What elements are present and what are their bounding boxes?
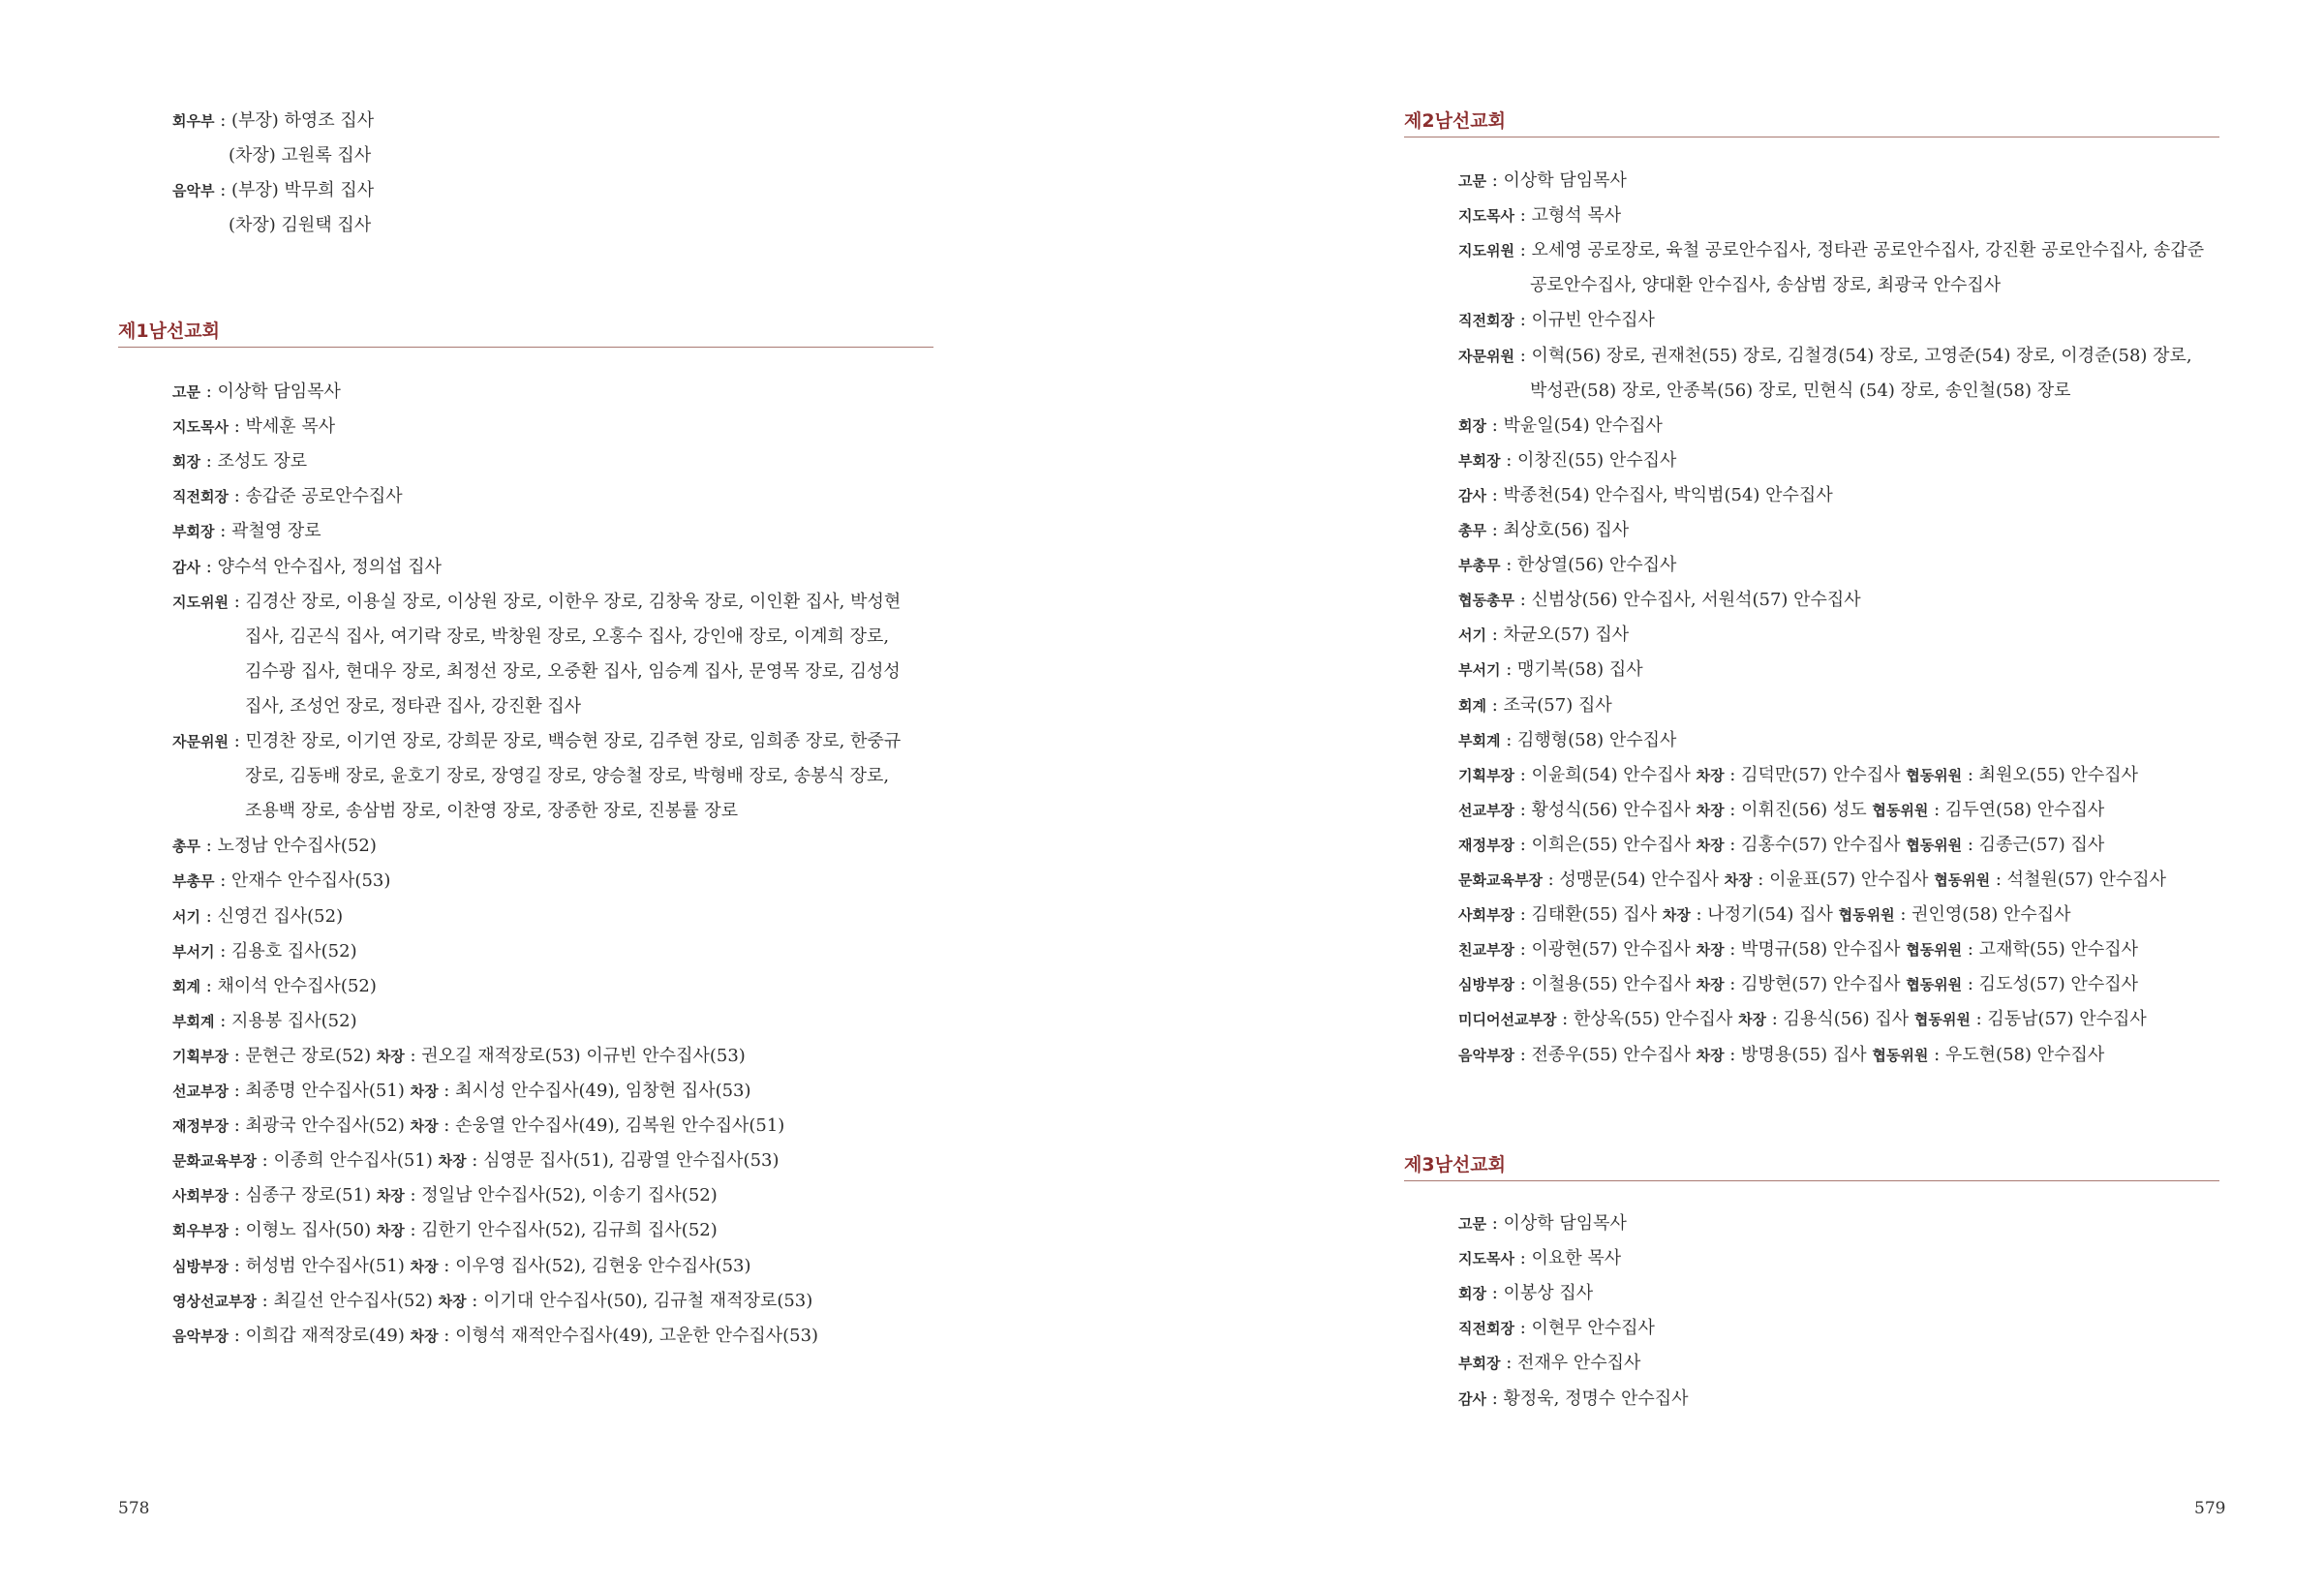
entry-label: 차장 bbox=[1724, 871, 1753, 889]
entry-label: 총무 bbox=[1458, 522, 1486, 539]
entry-text: : 송갑준 공로안수집사 bbox=[228, 486, 403, 507]
entry-line bbox=[172, 381, 341, 404]
entry-text: : 최광국 안수집사(52) bbox=[228, 1115, 411, 1137]
entry-text: : 이희갑 재적장로(49) bbox=[228, 1325, 411, 1346]
entry-label: 차장 bbox=[1696, 1046, 1725, 1064]
entry-line bbox=[172, 975, 377, 998]
entry-text: : 이우영 집사(52), 김현웅 안수집사(53) bbox=[438, 1255, 751, 1276]
entry-line bbox=[172, 485, 403, 508]
entry-label: 서기 bbox=[1458, 626, 1486, 645]
entry-label: 지도위원 bbox=[172, 593, 229, 611]
entry-text: : 민경찬 장로, 이기연 장로, 강희문 장로, 백승현 장로, 김주현 장로, 임희종 장로, 한중규 bbox=[228, 731, 902, 751]
right-page bbox=[1162, 0, 2324, 1587]
entry-label: 협동위원 bbox=[1906, 976, 1963, 994]
page-number-right: 579 bbox=[2194, 1499, 2226, 1518]
section-rule-1 bbox=[118, 347, 933, 348]
entry-line bbox=[1458, 799, 2104, 822]
entry-text: : 박종천(54) 안수집사, 박익범(54) 안수집사 bbox=[1485, 484, 1833, 505]
entry-line bbox=[1458, 345, 2192, 368]
entry-label: 협동위원 bbox=[1838, 906, 1895, 925]
entry-label: 회계 bbox=[172, 977, 200, 995]
entry-line bbox=[172, 1010, 357, 1033]
entry-text: : 이상학 담임목사 bbox=[1485, 1213, 1627, 1234]
entry-line bbox=[1458, 239, 2204, 262]
entry-label: 서기 bbox=[172, 907, 200, 926]
entry-label: 회계 bbox=[1458, 696, 1486, 715]
entry-label: 영상선교부장 bbox=[172, 1292, 257, 1310]
entry-label: 부총무 bbox=[1458, 557, 1501, 575]
entry-label: 차장 bbox=[1696, 836, 1725, 854]
entry-label: 직전회장 bbox=[1458, 1320, 1514, 1338]
entry-label: 차장 bbox=[410, 1257, 439, 1275]
entry-text: : 김홍수(57) 안수집사 bbox=[1724, 834, 1907, 855]
entry-text: : 이휘진(56) 성도 bbox=[1724, 799, 1873, 820]
entry-text: : 성맹문(54) 안수집사 bbox=[1542, 870, 1725, 890]
entry-line bbox=[245, 695, 581, 718]
entry-text: : 이혁(56) 장로, 권재천(55) 장로, 김철경(54) 장로, 고영준(54) 장로, 이경준(58) 장로, bbox=[1514, 345, 2192, 366]
entry-line bbox=[1458, 658, 1643, 682]
entry-text: : 이창진(55) 안수집사 bbox=[1500, 449, 1677, 471]
entry-label: 기획부장 bbox=[1458, 766, 1514, 784]
entry-line bbox=[1530, 274, 2001, 297]
entry-text: : (부장) 하영조 집사 bbox=[214, 110, 375, 131]
entry-line bbox=[172, 1045, 746, 1068]
entry-text: : 심종구 장로(51) bbox=[228, 1185, 377, 1206]
entry-label: 고문 bbox=[1458, 1215, 1486, 1233]
page-number-left: 578 bbox=[118, 1499, 150, 1518]
entry-line bbox=[1458, 1212, 1627, 1236]
entry-label: 지도목사 bbox=[172, 418, 229, 437]
entry-text: : 우도현(58) 안수집사 bbox=[1928, 1044, 2105, 1065]
section-title-1: 제1남선교회 bbox=[118, 320, 220, 342]
entry-line bbox=[172, 179, 374, 202]
entry-label: 재정부장 bbox=[172, 1117, 229, 1136]
entry-text: : 권인영(58) 안수집사 bbox=[1894, 904, 2071, 926]
entry-text: : 김경산 장로, 이용실 장로, 이상원 장로, 이한우 장로, 김창욱 장로, 이인환 집사, 박성현 bbox=[228, 591, 902, 612]
entry-label: 감사 bbox=[1458, 1389, 1486, 1408]
entry-label: 차장 bbox=[438, 1152, 467, 1171]
entry-label: 재정부장 bbox=[1458, 836, 1514, 854]
entry-label: 음악부장 bbox=[172, 1327, 229, 1345]
entry-line bbox=[172, 1080, 751, 1103]
entry-text: : 이형노 집사(50) bbox=[228, 1220, 377, 1241]
entry-text: : 김도성(57) 안수집사 bbox=[1962, 974, 2139, 995]
entry-line bbox=[1458, 519, 1629, 542]
entry-line bbox=[1530, 380, 2071, 403]
entry-label: 차장 bbox=[1696, 766, 1725, 784]
entry-text: : 김행형(58) 안수집사 bbox=[1500, 729, 1677, 750]
entry-text: : 전종우(55) 안수집사 bbox=[1514, 1044, 1697, 1065]
entry-label: 차장 bbox=[376, 1187, 405, 1206]
entry-label: 음악부 bbox=[172, 182, 215, 199]
entry-line bbox=[245, 626, 889, 649]
entry-text: : 한상옥(55) 안수집사 bbox=[1556, 1009, 1739, 1030]
entry-text: : 김덕만(57) 안수집사 bbox=[1724, 764, 1907, 785]
entry-text: : 손웅열 안수집사(49), 김복원 안수집사(51) bbox=[438, 1115, 785, 1137]
entry-text: : 조국(57) 집사 bbox=[1485, 694, 1612, 716]
entry-text: : 안재수 안수집사(53) bbox=[214, 870, 391, 892]
entry-line bbox=[1458, 309, 1655, 332]
entry-line bbox=[245, 765, 889, 788]
entry-text: 박성관(58) 장로, 안종복(56) 장로, 민현식 (54) 장로, 송인철(58) 장로 bbox=[1530, 380, 2071, 401]
entry-label: 협동위원 bbox=[1934, 871, 1991, 889]
entry-line bbox=[172, 1255, 751, 1278]
entry-line bbox=[1458, 589, 1861, 612]
entry-text: : 황정욱, 정명수 안수집사 bbox=[1485, 1388, 1689, 1409]
entry-line bbox=[1458, 204, 1621, 228]
entry-text: : 이요한 목사 bbox=[1514, 1248, 1622, 1269]
entry-label: 감사 bbox=[172, 558, 200, 576]
entry-text: : 박윤일(54) 안수집사 bbox=[1485, 414, 1663, 436]
entry-text: : 석철원(57) 안수집사 bbox=[1990, 870, 2167, 890]
entry-text: : 이규빈 안수집사 bbox=[1514, 310, 1655, 331]
entry-text: : 이윤희(54) 안수집사 bbox=[1514, 764, 1697, 785]
entry-line bbox=[245, 800, 738, 823]
entry-label: 회우부 bbox=[172, 112, 215, 130]
entry-label: 협동위원 bbox=[1913, 1011, 1971, 1029]
entry-label: 협동위원 bbox=[1906, 836, 1963, 854]
entry-label: 차장 bbox=[410, 1327, 439, 1345]
entry-text: : 곽철영 장로 bbox=[214, 521, 321, 542]
entry-label: 차장 bbox=[1662, 906, 1691, 925]
entry-line bbox=[1458, 764, 2138, 787]
entry-line bbox=[1458, 414, 1663, 438]
entry-label: 부회장 bbox=[172, 523, 215, 541]
entry-text: : 김두연(58) 안수집사 bbox=[1928, 799, 2105, 820]
section-title-2: 제2남선교회 bbox=[1404, 110, 1506, 132]
entry-label: 자문위원 bbox=[1458, 347, 1514, 365]
entry-text: : 최상호(56) 집사 bbox=[1485, 520, 1630, 540]
entry-label: 부회계 bbox=[1458, 731, 1501, 749]
entry-text: : 김용식(56) 집사 bbox=[1766, 1009, 1914, 1030]
entry-line bbox=[172, 905, 343, 929]
entry-label: 심방부장 bbox=[1458, 976, 1514, 994]
entry-text: : 차균오(57) 집사 bbox=[1485, 625, 1630, 646]
entry-label: 친교부장 bbox=[1458, 941, 1514, 960]
entry-line bbox=[172, 109, 374, 133]
entry-line bbox=[172, 520, 321, 543]
entry-line bbox=[172, 835, 377, 858]
entry-label: 회우부장 bbox=[172, 1222, 229, 1240]
entry-line bbox=[1458, 694, 1612, 717]
entry-label: 고문 bbox=[1458, 172, 1486, 190]
entry-text: : 이형석 재적안수집사(49), 고운한 안수집사(53) bbox=[438, 1325, 819, 1346]
entry-label: 부서기 bbox=[1458, 661, 1501, 680]
entry-label: 지도목사 bbox=[1458, 207, 1514, 226]
entry-line bbox=[1458, 938, 2138, 961]
entry-label: 회장 bbox=[172, 453, 200, 472]
entry-text: 김수광 집사, 현대우 장로, 최정선 장로, 오중환 집사, 임승계 집사, 문영목 장로, 김성성 bbox=[245, 660, 901, 682]
entry-text: : 맹기복(58) 집사 bbox=[1500, 659, 1643, 681]
entry-text: : 박세훈 목사 bbox=[228, 416, 336, 438]
entry-label: 심방부장 bbox=[172, 1257, 229, 1275]
entry-text: : 김한기 안수집사(52), 김규희 집사(52) bbox=[404, 1220, 718, 1241]
entry-line bbox=[1458, 169, 1627, 193]
entry-label: 선교부장 bbox=[172, 1083, 229, 1100]
entry-line bbox=[229, 214, 371, 237]
entry-text: : 이희은(55) 안수집사 bbox=[1514, 834, 1697, 855]
entry-label: 지도위원 bbox=[1458, 242, 1514, 260]
entry-label: 회장 bbox=[1458, 416, 1486, 435]
entry-text: 조용백 장로, 송삼범 장로, 이찬영 장로, 장종한 장로, 진봉률 장로 bbox=[245, 801, 739, 822]
section-title-3: 제3남선교회 bbox=[1404, 1154, 1506, 1175]
entry-text: : 지용봉 집사(52) bbox=[214, 1010, 357, 1031]
entry-line bbox=[245, 660, 901, 684]
entry-label: 차장 bbox=[1696, 941, 1725, 960]
entry-label: 음악부장 bbox=[1458, 1046, 1514, 1064]
entry-text: 공로안수집사, 양대환 안수집사, 송삼범 장로, 최광국 안수집사 bbox=[1530, 275, 2002, 296]
entry-line bbox=[1458, 834, 2104, 857]
entry-line bbox=[172, 556, 442, 579]
entry-label: 선교부장 bbox=[1458, 801, 1514, 819]
entry-label: 감사 bbox=[1458, 486, 1486, 504]
entry-label: 자문위원 bbox=[172, 733, 229, 750]
entry-text: : 이상학 담임목사 bbox=[199, 381, 341, 402]
entry-label: 사회부장 bbox=[1458, 906, 1514, 925]
entry-label: 부회계 bbox=[172, 1012, 215, 1030]
entry-text: (차장) 김원택 집사 bbox=[229, 215, 372, 235]
entry-text: : 한상열(56) 안수집사 bbox=[1500, 555, 1677, 576]
entry-label: 협동총무 bbox=[1458, 592, 1514, 610]
entry-line bbox=[172, 415, 335, 439]
entry-label: 차장 bbox=[1696, 976, 1725, 994]
entry-line bbox=[1458, 624, 1629, 647]
entry-text: : 이기대 안수집사(50), 김규철 재적장로(53) bbox=[466, 1290, 813, 1311]
entry-label: 차장 bbox=[376, 1222, 405, 1240]
entry-line bbox=[1458, 449, 1676, 473]
entry-text: 장로, 김동배 장로, 윤호기 장로, 장영길 장로, 양승철 장로, 박형배 장로, 송봉식 장로, bbox=[245, 766, 890, 787]
entry-text: : 고형석 목사 bbox=[1514, 205, 1622, 227]
entry-text: : 정일남 안수집사(52), 이송기 집사(52) bbox=[404, 1185, 718, 1206]
entry-text: : 이종희 안수집사(51) bbox=[256, 1150, 439, 1172]
entry-label: 문화교육부장 bbox=[172, 1152, 257, 1171]
entry-text: : 조성도 장로 bbox=[199, 451, 308, 473]
entry-label: 협동위원 bbox=[1906, 766, 1963, 784]
entry-label: 직전회장 bbox=[1458, 312, 1514, 330]
entry-text: : 이봉상 집사 bbox=[1485, 1283, 1594, 1304]
entry-label: 미디어선교부장 bbox=[1458, 1011, 1557, 1029]
entry-text: (차장) 고원록 집사 bbox=[229, 145, 372, 166]
entry-text: : 김종근(57) 집사 bbox=[1962, 834, 2105, 855]
entry-text: : 고재학(55) 안수집사 bbox=[1962, 939, 2139, 961]
entry-line bbox=[1458, 903, 2071, 927]
entry-text: : 이철용(55) 안수집사 bbox=[1514, 974, 1697, 995]
entry-text: : 이현무 안수집사 bbox=[1514, 1318, 1655, 1339]
entry-line bbox=[1458, 729, 1676, 752]
entry-line bbox=[1458, 1317, 1655, 1340]
entry-label: 부서기 bbox=[172, 942, 215, 961]
entry-label: 협동위원 bbox=[1906, 941, 1963, 960]
entry-label: 차장 bbox=[410, 1083, 439, 1100]
entry-text: : 노정남 안수집사(52) bbox=[199, 836, 377, 857]
entry-label: 협동위원 bbox=[1872, 801, 1929, 819]
entry-text: : 김태환(55) 집사 bbox=[1514, 904, 1663, 926]
entry-label: 부총무 bbox=[172, 872, 215, 891]
entry-line bbox=[172, 1114, 784, 1138]
entry-line bbox=[1458, 1388, 1689, 1411]
entry-label: 기획부장 bbox=[172, 1047, 229, 1065]
entry-label: 차장 bbox=[410, 1117, 439, 1136]
entry-text: : 전재우 안수집사 bbox=[1500, 1353, 1641, 1374]
entry-text: : 이광현(57) 안수집사 bbox=[1514, 939, 1697, 961]
entry-line bbox=[172, 1149, 780, 1173]
entry-label: 총무 bbox=[172, 838, 200, 856]
entry-text: : 신범상(56) 안수집사, 서원석(57) 안수집사 bbox=[1514, 590, 1861, 611]
entry-text: : 문현근 장로(52) bbox=[228, 1045, 377, 1066]
entry-line bbox=[1458, 1282, 1593, 1305]
entry-text: : 방명용(55) 집사 bbox=[1724, 1044, 1873, 1065]
entry-line bbox=[172, 940, 357, 963]
entry-text: : 최종명 안수집사(51) bbox=[228, 1081, 411, 1101]
entry-line bbox=[229, 144, 371, 168]
entry-text: : 박명규(58) 안수집사 bbox=[1724, 939, 1907, 961]
entry-text: : (부장) 박무희 집사 bbox=[214, 180, 375, 200]
entry-line bbox=[172, 1290, 812, 1313]
entry-text: : 최시성 안수집사(49), 임창현 집사(53) bbox=[438, 1081, 751, 1101]
entry-text: : 이상학 담임목사 bbox=[1485, 170, 1627, 191]
entry-label: 문화교육부장 bbox=[1458, 871, 1543, 889]
entry-line bbox=[172, 450, 307, 473]
entry-text: : 최원오(55) 안수집사 bbox=[1962, 764, 2139, 785]
entry-label: 차장 bbox=[376, 1047, 405, 1065]
entry-line bbox=[1458, 869, 2166, 892]
entry-line bbox=[1458, 1008, 2147, 1031]
entry-text: : 채이석 안수집사(52) bbox=[199, 975, 377, 996]
entry-line bbox=[1458, 554, 1676, 577]
entry-label: 차장 bbox=[1738, 1011, 1767, 1029]
entry-text: : 심영문 집사(51), 김광열 안수집사(53) bbox=[466, 1150, 780, 1172]
entry-label: 사회부장 bbox=[172, 1187, 229, 1206]
entry-line bbox=[1458, 484, 1833, 507]
entry-text: : 오세영 공로장로, 육철 공로안수집사, 정타관 공로안수집사, 강진환 공로안수집사, 송갑준 bbox=[1514, 240, 2205, 261]
entry-label: 지도목사 bbox=[1458, 1250, 1514, 1268]
entry-text: : 허성범 안수집사(51) bbox=[228, 1255, 411, 1276]
entry-label: 협동위원 bbox=[1872, 1046, 1929, 1064]
entry-text: : 신영건 집사(52) bbox=[199, 905, 344, 927]
entry-text: : 이윤표(57) 안수집사 bbox=[1752, 870, 1935, 890]
entry-line bbox=[1458, 1044, 2104, 1067]
entry-label: 부회장 bbox=[1458, 1355, 1501, 1373]
entry-label: 차장 bbox=[438, 1292, 467, 1310]
entry-line bbox=[172, 730, 901, 753]
entry-line bbox=[172, 1219, 718, 1242]
entry-line bbox=[172, 591, 901, 614]
entry-line bbox=[172, 1325, 818, 1348]
entry-text: : 김용호 집사(52) bbox=[214, 940, 357, 961]
entry-label: 고문 bbox=[172, 383, 200, 401]
entry-line bbox=[1458, 1247, 1621, 1270]
entry-line bbox=[1458, 1352, 1640, 1375]
entry-text: : 김동남(57) 안수집사 bbox=[1970, 1009, 2147, 1030]
entry-label: 차장 bbox=[1696, 801, 1725, 819]
section-rule-3 bbox=[1404, 1180, 2219, 1181]
entry-text: 집사, 조성언 장로, 정타관 집사, 강진환 집사 bbox=[245, 695, 582, 717]
entry-line bbox=[1458, 973, 2138, 996]
entry-text: : 나정기(54) 집사 bbox=[1690, 904, 1839, 926]
entry-line bbox=[172, 1184, 718, 1207]
entry-text: : 최길선 안수집사(52) bbox=[256, 1290, 439, 1311]
entry-text: : 황성식(56) 안수집사 bbox=[1514, 799, 1697, 820]
entry-label: 직전회장 bbox=[172, 488, 229, 506]
entry-text: : 양수석 안수집사, 정의섭 집사 bbox=[199, 556, 443, 577]
entry-label: 부회장 bbox=[1458, 451, 1501, 470]
entry-text: : 권오길 재적장로(53) 이규빈 안수집사(53) bbox=[404, 1045, 746, 1066]
entry-label: 회장 bbox=[1458, 1285, 1486, 1303]
entry-line bbox=[172, 870, 390, 893]
entry-text: : 김방현(57) 안수집사 bbox=[1724, 974, 1907, 995]
entry-text: 집사, 김곤식 집사, 여기락 장로, 박창원 장로, 오홍수 집사, 강인애 장로, 이계희 장로, bbox=[245, 626, 890, 647]
